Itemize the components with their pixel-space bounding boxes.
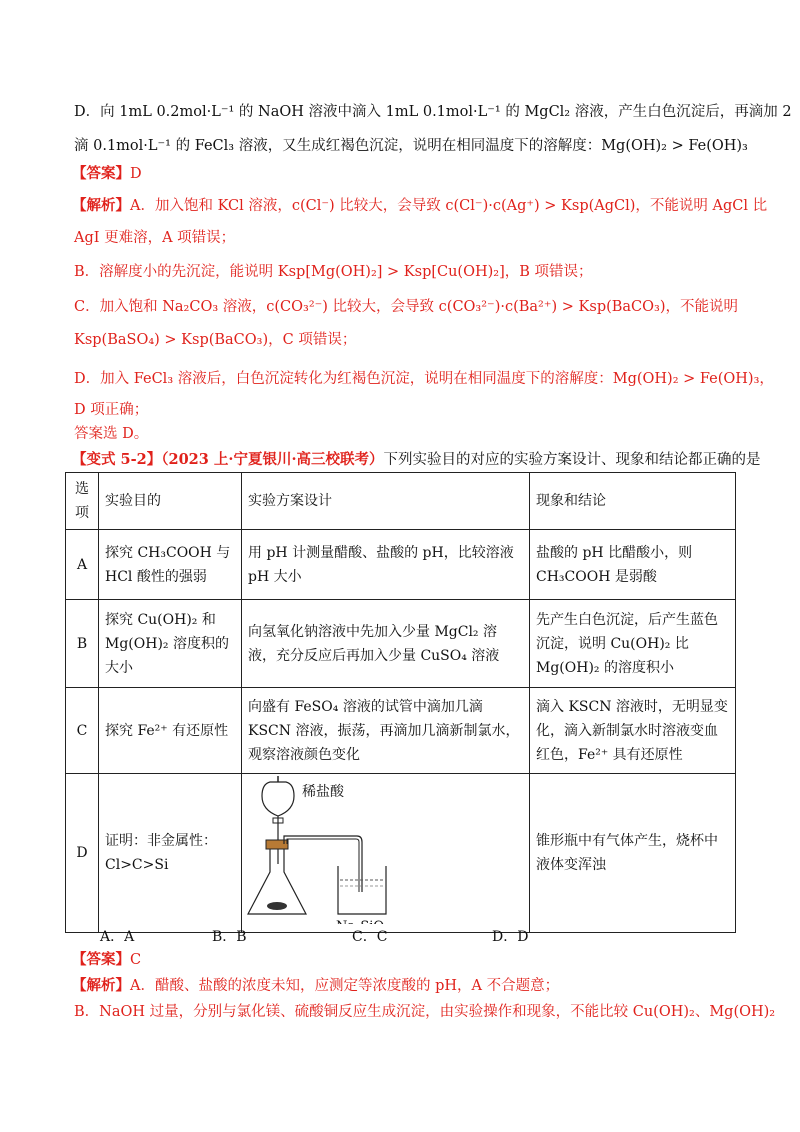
answer-label: 【答案】 [72, 165, 130, 182]
apparatus-cell [242, 774, 530, 933]
acid-label: 稀盐酸 [302, 784, 344, 800]
answer-value: D [130, 166, 142, 182]
option-d-line2: 滴 0.1mol·L⁻¹ 的 FeCl₃ 溶液，又生成红褐色沉淀，说明在相同温度下的溶解度：Mg(OH)₂ > Fe(OH)₃ [74, 138, 748, 154]
variant-source: （2023 上·宁夏银川·高三校联考） [161, 451, 384, 468]
answer-1 [72, 164, 142, 184]
table-header-row [66, 473, 736, 530]
stopper [266, 840, 288, 849]
analysis-1-d1: D．加入 FeCl₃ 溶液后，白色沉淀转化为红褐色沉淀，说明在相同温度下的溶解度：Mg(OH)₂ > Fe(OH)₃， [74, 371, 774, 387]
table-row: D 证明：非金属性：Cl>C>Si 稀盐酸 锥形瓶中有气体产生，烧杯中液体变浑浊 [66, 774, 736, 933]
answer-2: 【答案】C [72, 951, 142, 968]
analysis-1-d2: D 项正确； [74, 402, 149, 418]
analysis-1-c1: C．加入饱和 Na₂CO₃ 溶液，c(CO₃²⁻) 比较大，会导致 c(CO₃²⁻)·c(Ba²⁺) > Ksp(BaCO₃)，不能说明 [74, 299, 739, 315]
apparatus-diagram [242, 774, 517, 924]
choice-a: A．A [100, 929, 135, 945]
variant-question [72, 450, 761, 470]
beaker-label [336, 919, 389, 924]
table-row: C 探究 Fe²⁺ 有还原性 向盛有 FeSO₄ 溶液的试管中滴加几滴 KSCN 溶液，振荡，再滴加几滴新制氯水，观察溶液颜色变化 滴入 KSCN 溶液时，无明显变化，滴入新制氯水时溶液变血红色，Fe²⁺ 具有还原性 [66, 688, 736, 774]
variant-tag: 【变式 5-2】 [72, 451, 162, 468]
analysis-1-c2: Ksp(BaSO₄) > Ksp(BaCO₃)，C 项错误； [74, 332, 357, 348]
table-row: B 探究 Cu(OH)₂ 和 Mg(OH)₂ 溶度积的大小 向氢氧化钠溶液中先加入少量 MgCl₂ 溶液，充分反应后再加入少量 CuSO₄ 溶液 先产生白色沉淀，后产生蓝色沉淀，说明 Cu(OH)₂ 比 Mg(OH)₂ 的溶度积小 [66, 600, 736, 688]
analysis-1-a2: AgI 更难溶，A 项错误； [74, 230, 236, 246]
analysis-1-final: 答案选 D。 [74, 426, 149, 442]
variant-text: 下列实验目的对应的实验方案设计、现象和结论都正确的是 [383, 452, 761, 468]
table-row: A 探究 CH₃COOH 与 HCl 酸性的强弱 用 pH 计测量醋酸、盐酸的 pH，比较溶液 pH 大小 盐酸的 pH 比醋酸小，则 CH₃COOH 是弱酸 [66, 530, 736, 600]
choice-b: B．B [212, 929, 247, 945]
header-result: 现象和结论 [530, 473, 736, 530]
header-purpose: 实验目的 [99, 473, 242, 530]
analysis-1-a1: 【解析】A．加入饱和 KCl 溶液，c(Cl⁻) 比较大，会导致 c(Cl⁻)·c(Ag⁺) > Ksp(AgCl)，不能说明 AgCl 比 [72, 197, 768, 214]
analysis-1-b: B．溶解度小的先沉淀，能说明 Ksp[Mg(OH)₂] > Ksp[Cu(OH)₂]，B 项错误； [74, 264, 593, 280]
option-d-line1: D．向 1mL 0.2mol·L⁻¹ 的 NaOH 溶液中滴入 1mL 0.1mol·L⁻¹ 的 MgCl₂ 溶液，产生白色沉淀后，再滴加 2 [74, 104, 792, 120]
experiment-table [65, 472, 736, 933]
choice-c: C．C [352, 929, 388, 945]
header-option: 选项 [66, 473, 99, 530]
header-design: 实验方案设计 [242, 473, 530, 530]
analysis-2-b: B．NaOH 过量，分别与氯化镁、硫酸铜反应生成沉淀，由实验操作和现象，不能比较 Cu(OH)₂、Mg(OH)₂ [74, 1004, 776, 1020]
choice-d: D．D [492, 929, 529, 945]
analysis-2-a: 【解析】A．醋酸、盐酸的浓度未知，应测定等浓度酸的 pH，A 不合题意； [72, 977, 560, 994]
analysis-label: 【解析】 [72, 197, 130, 214]
solid-sample [267, 902, 287, 910]
